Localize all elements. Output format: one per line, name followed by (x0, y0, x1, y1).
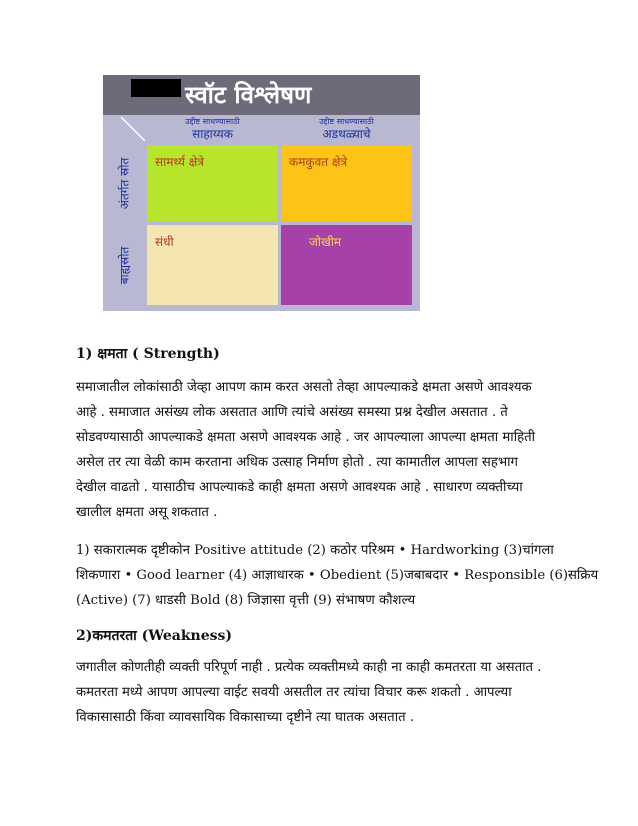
weakness-line: विकासासाठी किंवा व्यावसायिक विकासाच्या दृष्टीने त्या घातक असतात . (76, 710, 415, 725)
swot-figure (103, 75, 420, 311)
row-header-external (103, 225, 145, 305)
strength-line: देखील वाढतो . यासाठीच आपल्याकडे काही क्षमता असणे आवश्यक आहे . साधारण व्यक्तीच्या (76, 480, 523, 495)
weakness-line: जगातील कोणतीही व्यक्ती परिपूर्ण नाही . प्रत्येक व्यक्तीमध्ये काही ना काही कमतरता या असतात . (76, 660, 542, 675)
row-header-internal (103, 145, 145, 221)
swot-cell-threat-label: जोखीम (309, 235, 342, 249)
swot-cell-threat (281, 225, 412, 305)
row-header-external-label: बाह्यस्रोत (117, 246, 132, 284)
col-header-helpful (147, 115, 278, 143)
corner-diagonal (103, 115, 145, 143)
strength-list-line: 1) सकारात्मक दृष्टीकोन Positive attitude (2) कठोर परिश्रम • Hardworking (3)चांगला (76, 543, 554, 558)
swot-cell-weakness (281, 145, 412, 221)
black-patch (131, 79, 181, 97)
swot-cell-weakness-label: कमकुवत क्षेत्रे (289, 155, 348, 169)
swot-cell-strength (147, 145, 278, 221)
weakness-line: कमतरता मध्ये आपण आपल्या वाईट सवयी असतील तर त्यांचा विचार करू शकतो . आपल्या (76, 685, 512, 700)
strength-list-line: शिकणारा • Good learner (4) आज्ञाधारक • Obedient (5)जबाबदार • Responsible (6)सक्रिय (76, 568, 599, 583)
col-header-harmful (281, 115, 412, 143)
strength-list-line: (Active) (7) धाडसी Bold (8) जिज्ञासा वृत्ती (9) संभाषण कौशल्य (76, 593, 416, 608)
swot-cell-opportunity (147, 225, 278, 305)
col-header-harmful-small: उद्दीष्ट साधण्यासाठी (319, 117, 374, 126)
swot-title: स्वॉट विश्लेषण (185, 81, 312, 109)
section-heading-weakness: 2)कमतरता (Weakness) (76, 628, 233, 644)
weakness-paragraph (76, 655, 566, 730)
strength-line: असेल तर त्या वेळी काम करताना अधिक उत्साह निर्माण होतो . त्या कामातील आपला सहभाग (76, 455, 518, 470)
strength-line: सोडवण्यासाठी आपल्याकडे क्षमता असणे आवश्यक आहे . जर आपल्याला आपल्या क्षमता माहिती (76, 430, 536, 445)
col-header-helpful-small: उद्दीष्ट साधण्यासाठी (185, 117, 240, 126)
swot-cell-strength-label: सामर्थ्य क्षेत्रे (155, 155, 205, 169)
row-header-internal-label: अंतर्गत स्रोत (117, 157, 132, 209)
strength-line: समाजातील लोकांसाठी जेव्हा आपण काम करत असतो तेव्हा आपल्याकडे क्षमता असणे आवश्यक (76, 380, 532, 395)
strength-paragraph (76, 375, 566, 525)
col-header-harmful-big: अडथळ्याचे (322, 127, 371, 141)
strength-list-paragraph (76, 538, 599, 613)
col-header-helpful-big: साहाय्यक (192, 127, 233, 141)
swot-title-bar (103, 75, 420, 115)
section-heading-strength: 1) क्षमता ( Strength) (76, 346, 220, 362)
swot-cell-opportunity-label: संधी (155, 235, 174, 249)
strength-line: खालील क्षमता असू शकतात . (76, 505, 218, 520)
strength-line: आहे . समाजात असंख्य लोक असतात आणि त्यांचे असंख्य समस्या प्रश्न देखील असतात . ते (76, 405, 508, 420)
